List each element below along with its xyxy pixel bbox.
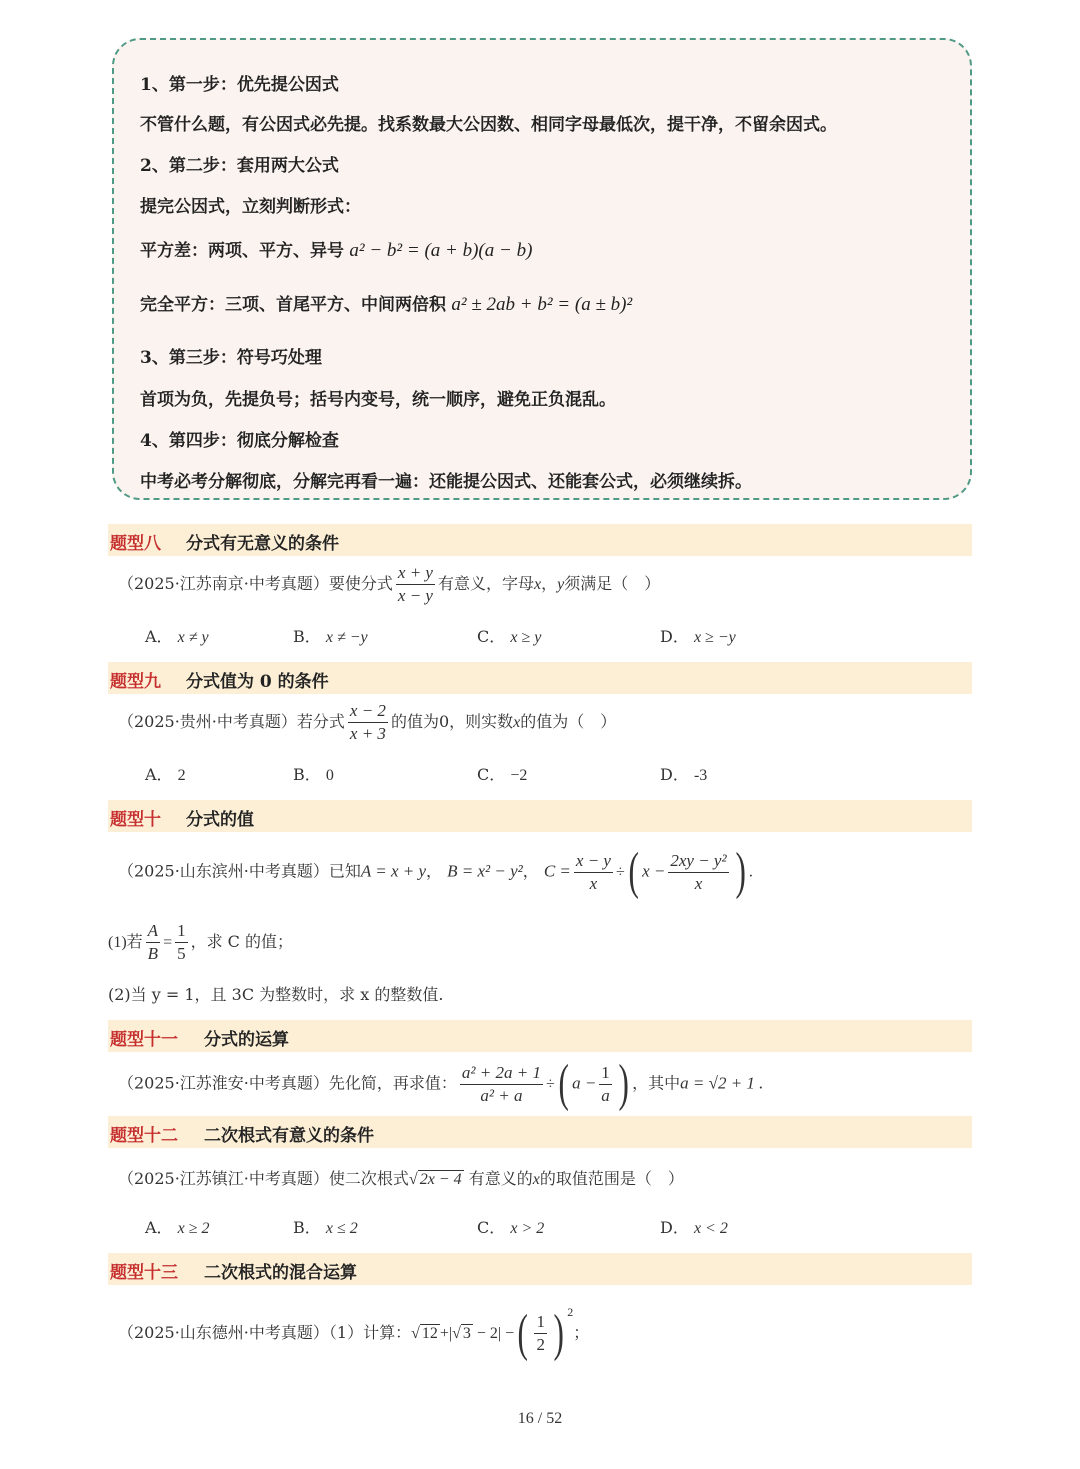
square-diff-label: 平方差：两项、平方、异号 (140, 241, 344, 261)
question-end: ； (573, 1323, 590, 1342)
separator: ， (541, 574, 558, 593)
choice-letter: C． (477, 627, 506, 646)
choice-letter: C． (477, 1218, 506, 1237)
square-diff-line (140, 236, 532, 262)
step4-text: 中考必考分解彻底，分解完再看一遍：还能提公因式、还能套公式，必须继续拆。 (140, 472, 752, 492)
fraction-numerator: a² + 2a + 1 (460, 1062, 543, 1085)
question-prefix: （2025·江苏淮安·中考真题）先化简，再求值： (118, 1073, 457, 1093)
choice-d[interactable] (660, 1215, 728, 1238)
fraction-numerator: 2xy − y² (668, 850, 728, 873)
fraction-numerator: x + y (396, 562, 435, 585)
fraction-denominator: x (694, 873, 703, 893)
choice-text: -3 (693, 767, 708, 784)
choice-letter: A． (145, 765, 173, 784)
choice-text: x < 2 (693, 1220, 728, 1237)
fraction-numerator: x − y (574, 850, 613, 873)
question-10: （2025·山东滨州·中考真题）已知A = x + y， B = x² − y²， C = $\frac{x - y}{x}$ ÷( x − $\frac{\text{2xy − y²}}{x}$ ) . (118, 843, 753, 900)
section-label: 题型八 (110, 534, 161, 554)
choice-letter: D． (660, 1218, 689, 1237)
fraction (460, 1062, 543, 1107)
question-end: 的取值范围是（ ） (539, 1169, 684, 1188)
fraction-numerator: 1 (175, 920, 188, 943)
question-prefix: （2025·山东德州·中考真题）（1）计算： (118, 1323, 412, 1342)
choice-text: x ≠ y (177, 629, 209, 646)
expr-a: A = x + y (360, 861, 427, 881)
fraction-denominator: x + 3 (349, 724, 386, 743)
section-label: 题型十一 (110, 1030, 178, 1050)
choice-c[interactable] (477, 624, 541, 647)
step1-title: 1、第一步：优先提公因式 (140, 75, 339, 95)
fraction-denominator: a (601, 1085, 610, 1105)
value-a: a = √2 + 1 . (680, 1073, 764, 1093)
section-header-12 (108, 1116, 972, 1148)
sub1-rhs-fraction (175, 920, 188, 965)
choice-text: x ≤ 2 (325, 1220, 358, 1237)
question-9 (118, 700, 616, 745)
choice-b[interactable] (293, 762, 334, 785)
choice-text: 2 (177, 767, 186, 784)
section-header-13 (108, 1253, 972, 1285)
choice-b[interactable] (293, 1215, 358, 1238)
inner-fraction (599, 1062, 612, 1107)
choice-a[interactable] (145, 762, 186, 785)
section-label: 题型十二 (110, 1126, 178, 1146)
choice-d[interactable] (660, 762, 707, 785)
inner-x: x − (642, 861, 666, 881)
variable-x: x (533, 576, 542, 593)
question-prefix: （2025·贵州·中考真题）若分式 (118, 712, 345, 731)
minus-part: − 2| − (472, 1325, 515, 1342)
section-label: 题型十三 (110, 1263, 178, 1283)
step2-text: 提完公因式，立刻判断形式： (140, 197, 361, 217)
question-12 (118, 1166, 684, 1189)
choice-letter: B． (293, 765, 321, 784)
fraction-denominator: a² + a (480, 1085, 523, 1105)
choice-letter: A． (145, 627, 173, 646)
choice-text: x ≥ y (510, 629, 542, 646)
plus-abs: +| (439, 1325, 453, 1342)
choice-text: x ≥ −y (693, 629, 736, 646)
step3-text: 首项为负，先提负号；括号内变号，统一顺序，避免正负混乱。 (140, 390, 616, 410)
sub1-prefix: (1)若 (108, 934, 143, 951)
question-prefix: （2025·江苏镇江·中考真题）使二次根式 (118, 1169, 409, 1188)
choice-d[interactable] (660, 624, 736, 647)
sub1-suffix: ，求 C 的值； (190, 932, 294, 951)
right-paren: ) (553, 1304, 564, 1362)
fraction-denominator: x (589, 873, 598, 893)
choice-letter: D． (660, 627, 689, 646)
expr-c-lhs: C = (543, 861, 571, 881)
variable-x: x (532, 1171, 540, 1188)
fraction-denominator: 2 (536, 1335, 545, 1354)
page-number: 16 / 52 (517, 1410, 563, 1427)
section-label: 题型十 (110, 810, 161, 830)
fraction-numerator: 1 (599, 1062, 612, 1085)
division-sign: ÷ (545, 1075, 555, 1093)
fraction-numerator: 1 (534, 1311, 547, 1334)
fraction-numerator: A (146, 920, 160, 943)
choice-text: −2 (510, 767, 528, 784)
step3-title: 3、第三步：符号巧处理 (140, 348, 322, 368)
question-suffix: 有意义，字母 (437, 574, 534, 593)
section-label: 题型九 (110, 672, 161, 692)
question-11 (118, 1055, 764, 1112)
choice-text: 0 (325, 767, 334, 784)
choice-text: x > 2 (510, 1220, 545, 1237)
fraction-denominator: x − y (397, 586, 433, 605)
division-sign: ÷ (615, 863, 625, 881)
section-header-10 (108, 800, 972, 832)
choice-c[interactable] (477, 762, 527, 785)
section-title: 分式的运算 (204, 1030, 289, 1050)
choice-text: x ≠ −y (325, 629, 368, 646)
left-paren: ( (517, 1304, 528, 1362)
section-header-8 (108, 524, 972, 556)
question-suffix: 有意义的 (468, 1169, 533, 1188)
section-title: 二次根式的混合运算 (204, 1263, 357, 1283)
left-paren: ( (628, 843, 639, 900)
perfect-square-line (140, 290, 632, 316)
section-header-11 (108, 1020, 972, 1052)
step2-title: 2、第二步：套用两大公式 (140, 156, 339, 176)
choice-text: x ≥ 2 (177, 1220, 210, 1237)
choice-letter: A． (145, 1218, 173, 1237)
fraction-denominator: B (147, 944, 159, 963)
equals-sign: = (163, 934, 173, 951)
inner-a: a − (572, 1073, 597, 1093)
perfect-square-formula: a² ± 2ab + b² = (a ± b)² (451, 294, 633, 315)
question-end: 须满足（ ） (564, 574, 661, 593)
choice-letter: B． (293, 1218, 321, 1237)
radicand: 12 (421, 1325, 438, 1342)
exponent: 2 (567, 1305, 574, 1319)
radicand: 3 (462, 1325, 471, 1342)
half-fraction (534, 1311, 547, 1356)
right-paren: ) (735, 843, 746, 900)
fraction (396, 562, 435, 607)
section-title: 分式值为 0 的条件 (186, 672, 329, 692)
question-prefix: （2025·山东滨州·中考真题）已知 (118, 861, 361, 881)
choice-letter: B． (293, 627, 321, 646)
section-title: 分式的值 (186, 810, 254, 830)
expr-b: B = x² − y² (447, 861, 523, 881)
fraction (348, 700, 388, 745)
variable-y: y (557, 576, 565, 593)
c-fraction-2 (668, 850, 728, 895)
variable-x: x (513, 714, 521, 731)
choice-a[interactable] (145, 624, 209, 647)
perfect-square-label: 完全平方：三项、首尾平方、中间两倍积 (140, 295, 446, 315)
step4-title: 4、第四步：彻底分解检查 (140, 431, 339, 451)
choice-letter: D． (660, 765, 689, 784)
question-13 (118, 1305, 589, 1360)
sqrt-expression: √ 2x − 4 (408, 1171, 462, 1188)
fraction-numerator: x − 2 (348, 700, 388, 723)
choice-a[interactable] (145, 1215, 210, 1238)
choice-c[interactable] (477, 1215, 544, 1238)
question-end: ，其中 (632, 1073, 681, 1093)
subquestion-2: (2)当 y = 1，且 3C 为整数时，求 x 的整数值. (108, 985, 444, 1004)
question-end: 的值为（ ） (520, 712, 617, 731)
subquestion-1 (108, 920, 293, 965)
sub1-fraction (146, 920, 160, 965)
choice-letter: C． (477, 765, 506, 784)
c-fraction-1 (574, 850, 613, 895)
step1-text: 不管什么题，有公因式必先提。找系数最大公因数、相同字母最低次，提干净，不留余因式。 (140, 115, 837, 135)
fraction-denominator: 5 (177, 944, 186, 963)
left-paren: ( (558, 1055, 569, 1112)
sqrt-12: √ 12 (411, 1325, 438, 1342)
question-prefix: （2025·江苏南京·中考真题）要使分式 (118, 574, 393, 593)
sqrt-3: √ 3 (452, 1325, 471, 1342)
radicand: 2x − 4 (419, 1171, 462, 1188)
question-8 (118, 562, 660, 607)
question-suffix: 的值为0，则实数 (390, 712, 514, 731)
method-box (112, 38, 972, 500)
choice-b[interactable] (293, 624, 368, 647)
section-header-9 (108, 662, 972, 694)
section-title: 分式有无意义的条件 (186, 534, 339, 554)
right-paren: ) (618, 1055, 629, 1112)
expr-end: . (748, 863, 753, 881)
square-diff-formula: a² − b² = (a + b)(a − b) (349, 240, 533, 261)
section-title: 二次根式有意义的条件 (204, 1126, 374, 1146)
